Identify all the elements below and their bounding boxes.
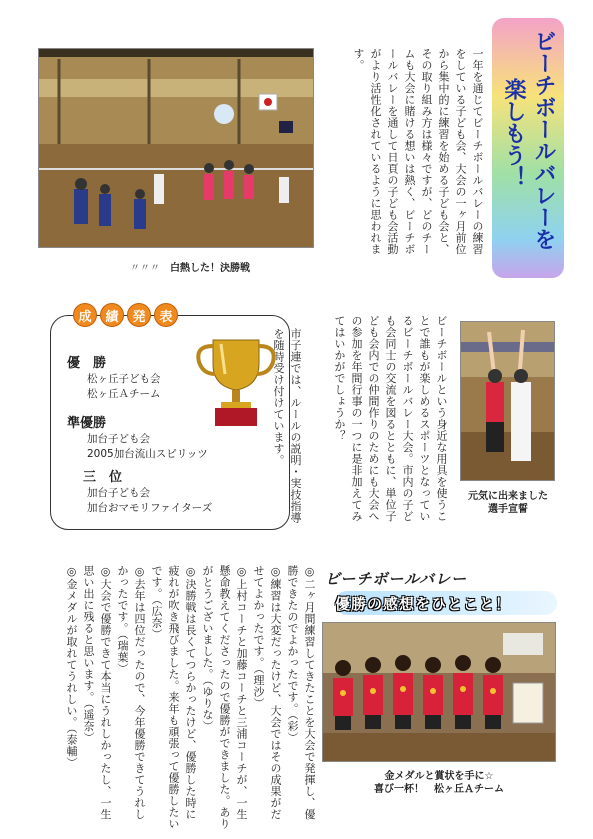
- photo-oath: [460, 321, 555, 481]
- results-heading: 成 績 発 表: [73, 303, 178, 327]
- first-place-label: 優 勝: [67, 356, 107, 371]
- third-place-label: 三 位: [83, 470, 123, 485]
- results-box: [50, 309, 290, 530]
- third-place-teams: 加台子ども会 加台おマモリファイターズ: [87, 487, 213, 514]
- second-place-teams: 加台子ども会 2005加台流山スピリッツ: [87, 433, 208, 460]
- comment-item: ◎練習は大変だったけど、大会ではその成果がだせてよかったです。（理沙）: [252, 565, 282, 820]
- middle-paragraph-2: 市子連では、ルールの説明・実技指導を随時受け付けています。: [272, 328, 302, 524]
- photo1-caption: 〃〃〃 白熱した！決勝戦: [130, 263, 250, 274]
- middle-paragraph: ビーチボールという身近な用具を使うことで誰もが楽しめるスポーツとなっているビーチボールバレー大会。市内の子ども会同士の交流を図るとともに、単位子ども会内での仲間作りのためにも大会への参加を年間行事の一つに是非加えてみてはいかがでしょうか？: [333, 315, 448, 522]
- title-line-1: ビーチボールバレーを: [531, 30, 556, 250]
- comments-heading-line-1: ビーチボールバレー: [325, 570, 468, 588]
- comment-item: ◎二ヶ月間練習してきたことを大会で発揮し、優勝できたのでよかったです。（彩）: [286, 565, 316, 820]
- photo3-caption: 金メダルと賞状を手に☆ 喜び一杯！ 松ヶ丘Ａチーム: [374, 771, 504, 795]
- comment-item: ◎金メダルが取れてうれしい。（泰輔）: [65, 565, 78, 769]
- photo-final-match: [38, 48, 314, 248]
- sparkle-icon: 〃〃〃: [130, 263, 170, 274]
- title-banner: [492, 18, 564, 278]
- intro-paragraph: 一年を通じてビーチボールバレーの練習をしている子ども会、大会の一ヶ月前位から集中的に練習を始める子ども会と、その取り組み方は様々ですが、どのチームも大会に賭ける想いは熱く、ビーチボールバレーを通して日頁の子ども会活動がより活性化されているように思われます。: [352, 48, 484, 255]
- title-line-2: 楽しもう！: [501, 78, 526, 188]
- comments-list: [38, 565, 318, 830]
- comments-area: [38, 565, 318, 830]
- first-place-teams: 松ヶ丘子ども会 松ヶ丘Ａチーム: [87, 373, 161, 400]
- photo2-caption: 元気に出来ました 選手宣誓: [468, 491, 548, 515]
- comment-item: ◎上村コーチと加藤コーチと三浦コーチが、一生懸命教えてくださったので優勝ができました。ありがとうございました。（ゆりな）: [201, 565, 248, 830]
- comment-item: ◎去年は四位だったので、今年優勝できてうれしかったです。（瑞葉）: [116, 565, 146, 820]
- comment-item: ◎大会で優勝できて本当にうれしかったし、一生思い出に残ると思います。（遥奈）: [82, 565, 112, 820]
- comments-heading-line-2: 優勝の感想をひとこと！: [335, 595, 512, 613]
- photo-winners: [322, 622, 556, 762]
- comment-item: ◎決勝戦は長くてつらかったけど、優勝した時に疲れが吹き飛びました。来年も頑張って優勝したいです。（広奈）: [150, 565, 197, 830]
- second-place-label: 準優勝: [67, 416, 107, 431]
- trophy-icon: [191, 334, 281, 429]
